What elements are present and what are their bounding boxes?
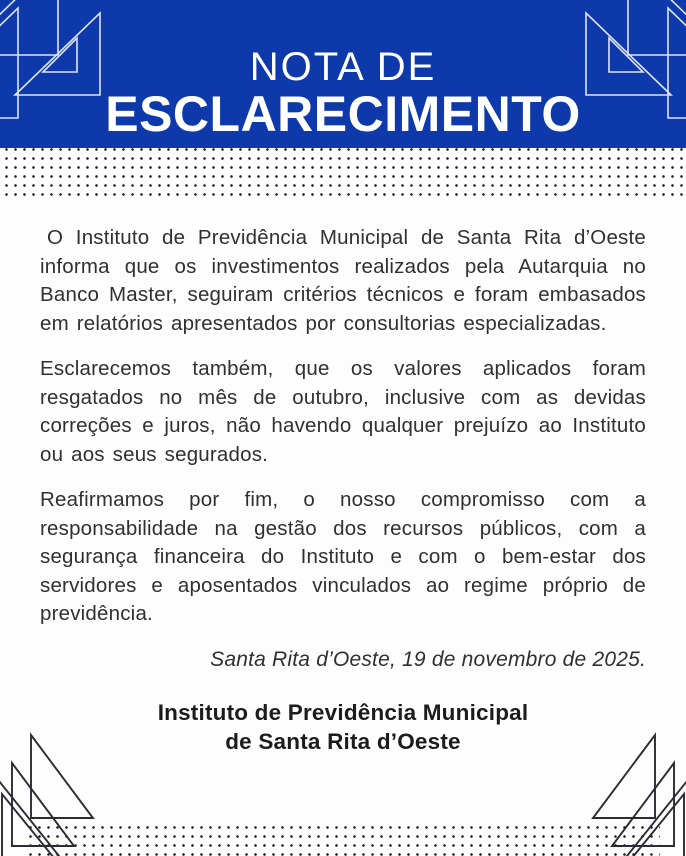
signature-line1: Instituto de Previdência Municipal [157, 699, 529, 725]
note-title-line2: ESCLARECIMENTO [105, 86, 581, 142]
dot-pattern-band-top [0, 148, 686, 196]
body-paragraph: Esclarecemos também, que os valores aplicados foram resgatados no mês de outubro, inclusive com as devidas correções e juros, não havendo qualquer prejuízo ao Instituto ou aos seus segurados. [40, 357, 646, 466]
header-banner [0, 0, 686, 148]
signature-name [40, 698, 646, 756]
note-body [0, 196, 686, 756]
signature-line2: de Santa Rita d’Oeste [225, 728, 461, 754]
body-paragraph: Reafirmamos por fim, o nosso compromisso com a responsabilidade na gestão dos recursos públicos, com a segurança financeira do Instituto e com o bem-estar dos servidores e aposentados vinculados ao regime próprio de previdência. [40, 488, 646, 625]
dot-pattern-band-bottom [26, 820, 660, 856]
body-paragraph: O Instituto de Previdência Municipal de Santa Rita d’Oeste informa que os investimentos realizados pela Autarquia no Banco Master, seguiram critérios técnicos e foram embasados em relatórios apresentados por consultorias especializadas. [40, 226, 646, 335]
date-line: Santa Rita d’Oeste, 19 de novembro de 2025. [210, 647, 646, 671]
note-title-line1: NOTA DE [249, 45, 437, 89]
